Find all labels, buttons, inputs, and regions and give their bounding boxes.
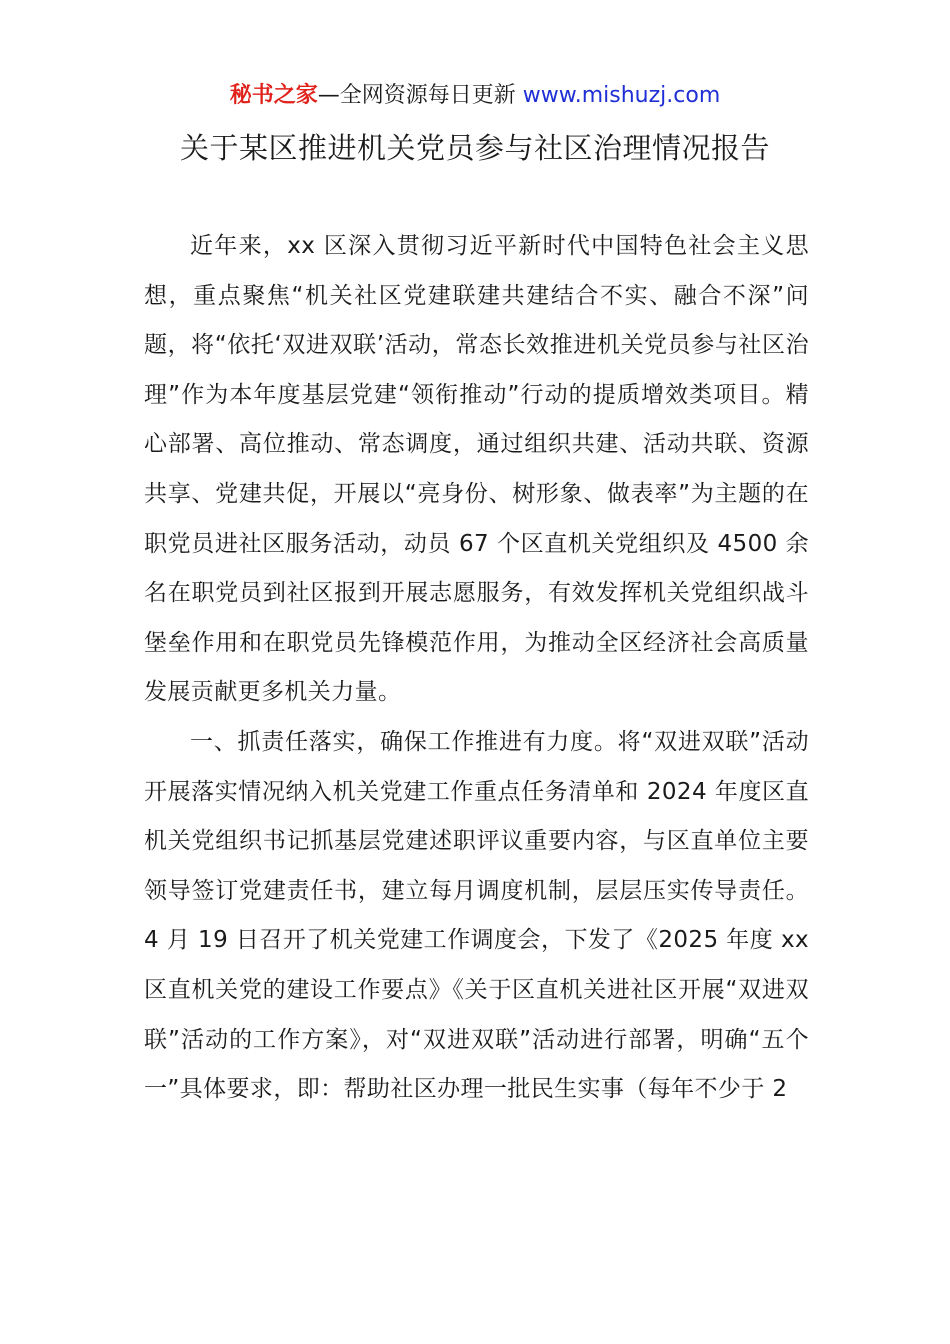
paragraph-intro: 近年来，xx 区深入贯彻习近平新时代中国特色社会主义思想，重点聚焦“机关社区党建联建共建结合不实、融合不深”问题，将“依托‘双进双联’活动，常态长效推进机关党员参与社区治理”作为本年度基层党建“领衔推动”行动的提质增效类项目。精心部署、高位推动、常态调度，通过组织共建、活动共联、资源共享、党建共促，开展以“亮身份、树形象、做表率”为主题的在职党员进社区服务活动，动员 67 个区直机关党组织及 4500 余名在职党员到社区报到开展志愿服务，有效发挥机关党组织战斗堡垒作用和在职党员先锋模范作用，为推动全区经济社会高质量发展贡献更多机关力量。 [144,233,809,706]
document-body [144,222,809,1115]
document-title: 关于某区推进机关党员参与社区治理情况报告 [179,131,770,165]
header-tagline: —全网资源每日更新 [317,83,523,108]
site-url-link[interactable]: www.mishuzj.com [522,83,721,108]
paragraph-section-1: 一、抓责任落实，确保工作推进有力度。将“双进双联”活动开展落实情况纳入机关党建工作重点任务清单和 2024 年度区直机关党组织书记抓基层党建述职评议重要内容，与区直单位主要领导签订党建责任书，建立每月调度机制，层层压实传导责任。4 月 19 日召开了机关党建工作调度会，下发了《2025 年度 xx 区直机关党的建设工作要点》《关于区直机关进社区开展“双进双联”活动的工作方案》，对“双进双联”活动进行部署，明确“五个一”具体要求，即：帮助社区办理一批民生实事（每年不少于 2 [144,728,809,1103]
brand-name: 秘书之家 [229,83,318,108]
site-header [0,80,950,112]
